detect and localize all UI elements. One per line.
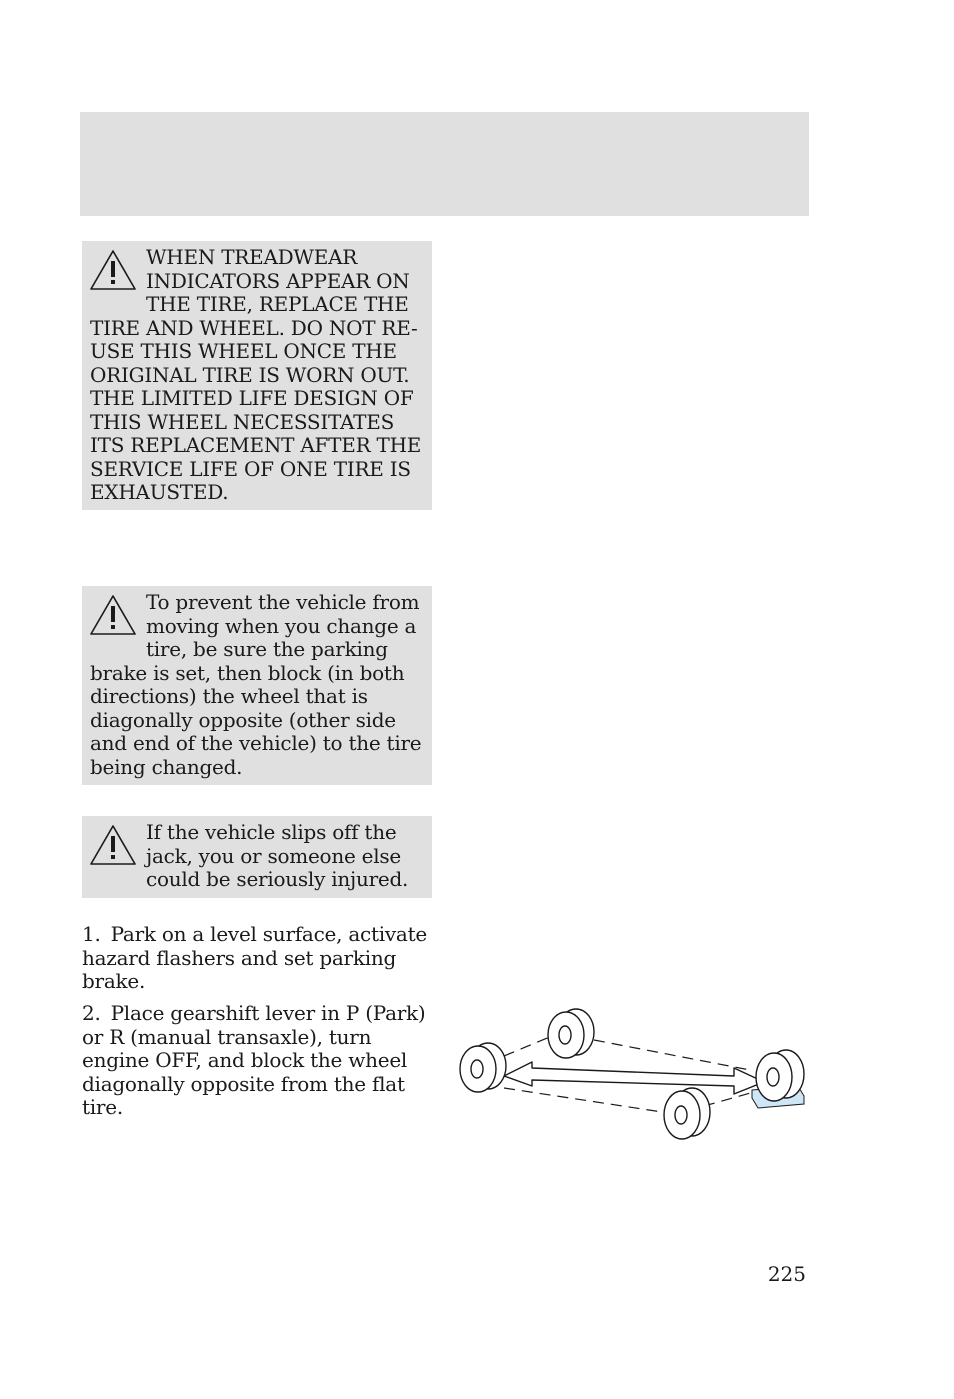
- step-park-level: [82, 923, 434, 994]
- warning-box-treadwear: [82, 241, 432, 510]
- warning-box-block-wheel: [82, 586, 432, 785]
- step-text: Park on a level surface, activate hazard flashers and set parking brake.: [82, 922, 427, 993]
- warning-triangle-icon: [88, 823, 138, 869]
- warning-triangle-icon: [88, 593, 138, 639]
- step-number: 2.: [82, 1001, 101, 1025]
- warning-text: If the vehicle slips off the jack, you or someone else could be seriously injured.: [146, 820, 409, 891]
- warning-triangle-icon: [88, 248, 138, 294]
- wheel-block-diagram-icon: [452, 1000, 812, 1148]
- step-gearshift-block: [82, 1002, 434, 1120]
- step-number: 1.: [82, 922, 101, 946]
- header-band: [80, 112, 809, 216]
- warning-text: To prevent the vehicle from moving when you change a tire, be sure the parking brake is set, then block (in both directions) the wheel that is diagonally opposite (other side and end of the vehicle) to the tire being changed.: [90, 590, 422, 779]
- warning-box-jack-slip: [82, 816, 432, 898]
- warning-text: WHEN TREADWEAR INDICATORS APPEAR ON THE TIRE, REPLACE THE TIRE AND WHEEL. DO NOT RE-USE THIS WHEEL ONCE THE ORIGINAL TIRE IS WORN OUT. THE LIMITED LIFE DESIGN OF THIS WHEEL NECESSITATES ITS REPLACEMENT AFTER THE SERVICE LIFE OF ONE TIRE IS EXHAUSTED.: [90, 245, 422, 504]
- page-number: 225: [767, 1262, 806, 1286]
- step-text: Place gearshift lever in P (Park) or R (manual transaxle), turn engine OFF, and block the wheel diagonally opposite from the flat tire.: [82, 1001, 426, 1119]
